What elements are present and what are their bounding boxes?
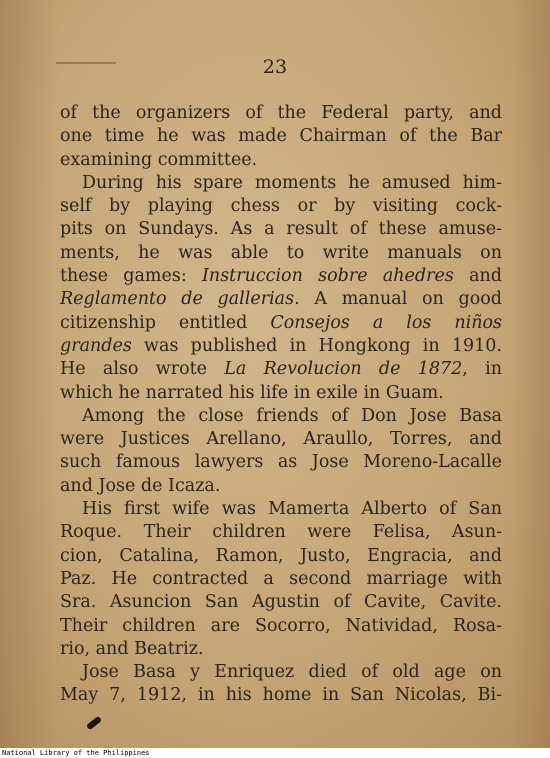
text-line: ments, he was able to write manuals on (60, 242, 502, 263)
text-line: rio, and Beatriz. (60, 638, 204, 659)
italic-title: Consejos a los niños (270, 312, 503, 333)
text-run: and (453, 266, 502, 287)
library-footer: National Library of the Philippines (2, 749, 150, 757)
text-line: Roque. Their children were Felisa, Asun- (60, 522, 502, 543)
text-run: was published in Hongkong in 1910. (131, 335, 502, 356)
text-line: His first wife was Mamerta Alberto of San (82, 499, 502, 520)
text-line: pits on Sundays. As a result of these amuse- (60, 219, 502, 240)
italic-title: Instruccion sobre ahedres (202, 266, 454, 287)
page-shadow-right (510, 0, 550, 748)
text-run: , in (462, 359, 502, 380)
text-line: Jose Basa y Enriquez died of old age on (82, 662, 502, 683)
italic-title: La Revolucion de 1872 (224, 359, 463, 380)
text-line: Paz. He contracted a second marriage with (60, 568, 502, 589)
text-line: one time he was made Chairman of the Bar (60, 126, 502, 147)
italic-title: Reglamento de gallerias (60, 289, 295, 310)
ink-mark (86, 716, 102, 731)
text-line: May 7, 1912, in his home in San Nicolas, Bi- (60, 685, 502, 706)
text-line: Among the close friends of Don Jose Basa (82, 405, 502, 426)
text-run: He also wrote (60, 359, 225, 380)
text-run: . A manual on good (294, 289, 502, 310)
text-line: Sra. Asuncion San Agustin of Cavite, Cavite. (60, 592, 502, 613)
text-line (60, 312, 502, 335)
text-run: citizenship entitled (60, 312, 271, 333)
text-line: were Justices Arellano, Araullo, Torres, and (60, 429, 502, 450)
text-run: these games: (60, 266, 203, 287)
text-line: and Jose de Icaza. (60, 475, 221, 496)
text-line: cion, Catalina, Ramon, Justo, Engracia, and (60, 545, 502, 566)
text-line: which he narrated his life in exile in Guam. (60, 382, 444, 403)
text-line: self by playing chess or by visiting cock- (60, 196, 502, 217)
text-line (60, 265, 502, 288)
text-line: Their children are Socorro, Natividad, Rosa- (60, 615, 502, 636)
italic-title: grandes (60, 335, 132, 356)
text-line: such famous lawyers as Jose Moreno-Lacalle (60, 452, 502, 473)
text-line: During his spare moments he amused him- (82, 172, 502, 193)
page-number: 23 (262, 56, 288, 78)
text-line (60, 335, 502, 358)
page-shadow-left (0, 0, 60, 748)
text-line: of the organizers of the Federal party, and (60, 103, 502, 123)
text-line: examining committee. (60, 149, 258, 170)
body-text (60, 102, 502, 708)
text-line (60, 358, 502, 381)
text-line (60, 288, 502, 311)
